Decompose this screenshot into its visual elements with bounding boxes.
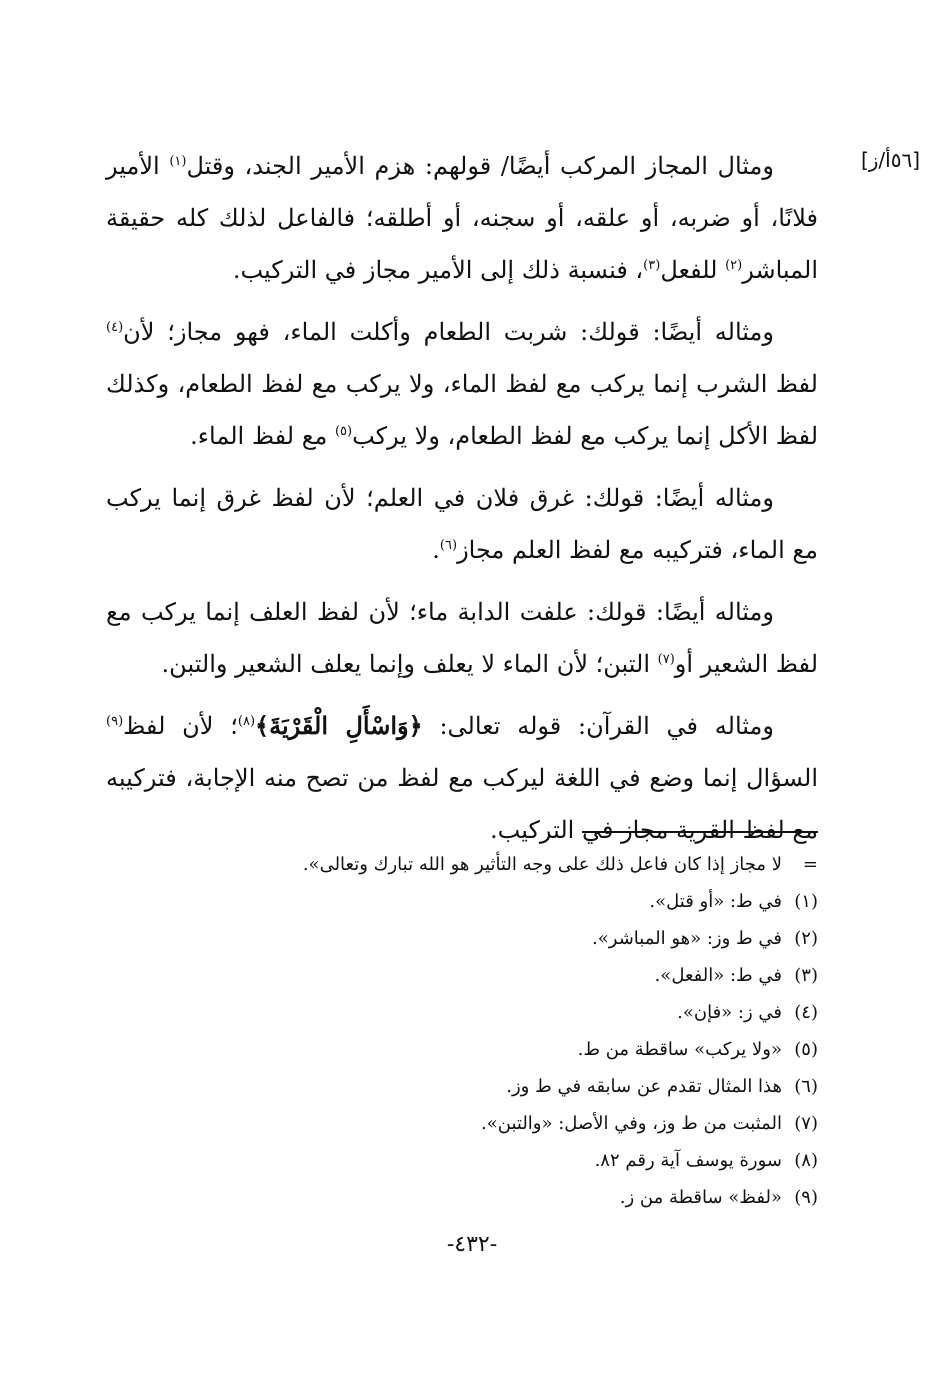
text-run: مع لفظ الماء. xyxy=(190,422,335,450)
footnote-text: «ولا يركب» ساقطة من ط. xyxy=(577,1039,782,1060)
footnotes xyxy=(106,846,818,1216)
continuation-mark: = xyxy=(802,854,818,875)
footnote-text: هذا المثال تقدم عن سابقه في ط وز. xyxy=(506,1076,782,1097)
footnote-item xyxy=(106,1142,818,1179)
footnote-text: لا مجاز إذا كان فاعل ذلك على وجه التأثير هو الله تبارك وتعالى». xyxy=(302,854,782,875)
footnote-marker-7: (٧) xyxy=(657,652,675,667)
footnote-item xyxy=(106,1105,818,1142)
footnote-text: في ط وز: «هو المباشر». xyxy=(592,928,782,949)
footnote-item xyxy=(106,994,818,1031)
text-run: ، فنسبة ذلك إلى الأمير مجاز في التركيب. xyxy=(232,256,644,284)
text-run: ؛ لأن لفظ xyxy=(123,712,238,740)
footnote-number: (٩) xyxy=(794,1187,818,1208)
footnote-number: (٢) xyxy=(794,928,818,949)
footnote-item xyxy=(106,957,818,994)
footnote-item xyxy=(106,920,818,957)
text-run: ومثاله في القرآن: قوله تعالى: xyxy=(422,712,774,740)
paragraph-3 xyxy=(106,472,818,576)
text-run: الأمير فلانًا، أو ضربه، أو علقه، أو سجنه، أو أطلقه؛ فالفاعل لذلك كله حقيقة المباشر xyxy=(106,152,818,284)
text-run: ومثاله أيضًا: قولك: غرق فلان في العلم؛ لأن لفظ غرق إنما يركب مع الماء، فتركيبه مع لفظ العلم مجاز xyxy=(106,484,818,564)
footnote-marker-9: (٩) xyxy=(106,714,124,729)
manuscript-folio-reference: [٥٦أ/ز] xyxy=(860,148,920,172)
text-run: ومثاله أيضًا: قولك: علفت الدابة ماء؛ لأن لفظ العلف إنما يركب مع لفظ الشعير أو xyxy=(106,598,818,678)
footnote-text: في ز: «فإن». xyxy=(677,1002,782,1023)
text-run: . xyxy=(432,536,440,564)
footnote-number: (٦) xyxy=(794,1076,818,1097)
footnote-text: سورة يوسف آية رقم ٨٢. xyxy=(594,1150,782,1171)
paragraph-1 xyxy=(106,140,818,296)
footnote-marker-4: (٤) xyxy=(106,320,124,335)
text-run: السؤال إنما وضع في اللغة ليركب مع لفظ من تصح منه الإجابة، فتركيبه مع لفظ القرية مجاز في التركيب. xyxy=(106,764,818,844)
footnote-text: في ط: «الفعل». xyxy=(654,965,782,986)
footnote-number: (٨) xyxy=(794,1150,818,1171)
text-run: التبن؛ لأن الماء لا يعلف وإنما يعلف الشعير والتبن. xyxy=(161,650,658,678)
text-run: لفظ الشرب إنما يركب مع لفظ الماء، ولا يركب مع لفظ الطعام، وكذلك لفظ الأكل إنما يركب مع لفظ الطعام، ولا يركب xyxy=(106,370,818,450)
footnote-number: (٤) xyxy=(794,1002,818,1023)
footnote-item xyxy=(106,1179,818,1216)
footnote-text: المثبت من ط وز، وفي الأصل: «والتبن». xyxy=(481,1113,782,1134)
footnote-item xyxy=(106,1068,818,1105)
footnote-number: (١) xyxy=(794,891,818,912)
footnote-marker-3: (٣) xyxy=(643,258,661,273)
footnote-number: (٧) xyxy=(794,1113,818,1134)
footnote-marker-8: (٨) xyxy=(237,714,256,729)
footnote-item xyxy=(106,1031,818,1068)
footnote-text: في ط: «أو قتل». xyxy=(649,891,782,912)
footnote-item xyxy=(106,883,818,920)
text-run: ومثال المجاز المركب أيضًا/ قولهم: هزم الأمير الجند، وقتل xyxy=(186,152,774,180)
footnote-marker-1: (١) xyxy=(169,154,187,169)
paragraph-4 xyxy=(106,586,818,690)
paragraph-2 xyxy=(106,306,818,462)
text-run: للفعل xyxy=(660,256,726,284)
page-number: -٤٣٢- xyxy=(446,1232,498,1257)
footnote-number: (٣) xyxy=(794,965,818,986)
footnote-marker-6: (٦) xyxy=(439,538,458,553)
main-text xyxy=(106,140,818,866)
footnote-separator xyxy=(582,831,818,833)
footnote-number: (٥) xyxy=(794,1039,818,1060)
quran-verse: ﴿وَاسْأَلِ الْقَرْيَةَ﴾ xyxy=(255,711,423,740)
footnote-continuation xyxy=(106,846,818,883)
footnote-marker-5: (٥) xyxy=(334,424,353,439)
footnote-text: «لفظ» ساقطة من ز. xyxy=(619,1187,782,1208)
text-run: ومثاله أيضًا: قولك: شربت الطعام وأكلت الماء، فهو مجاز؛ لأن xyxy=(123,318,774,346)
footnote-marker-2: (٢) xyxy=(725,258,743,273)
